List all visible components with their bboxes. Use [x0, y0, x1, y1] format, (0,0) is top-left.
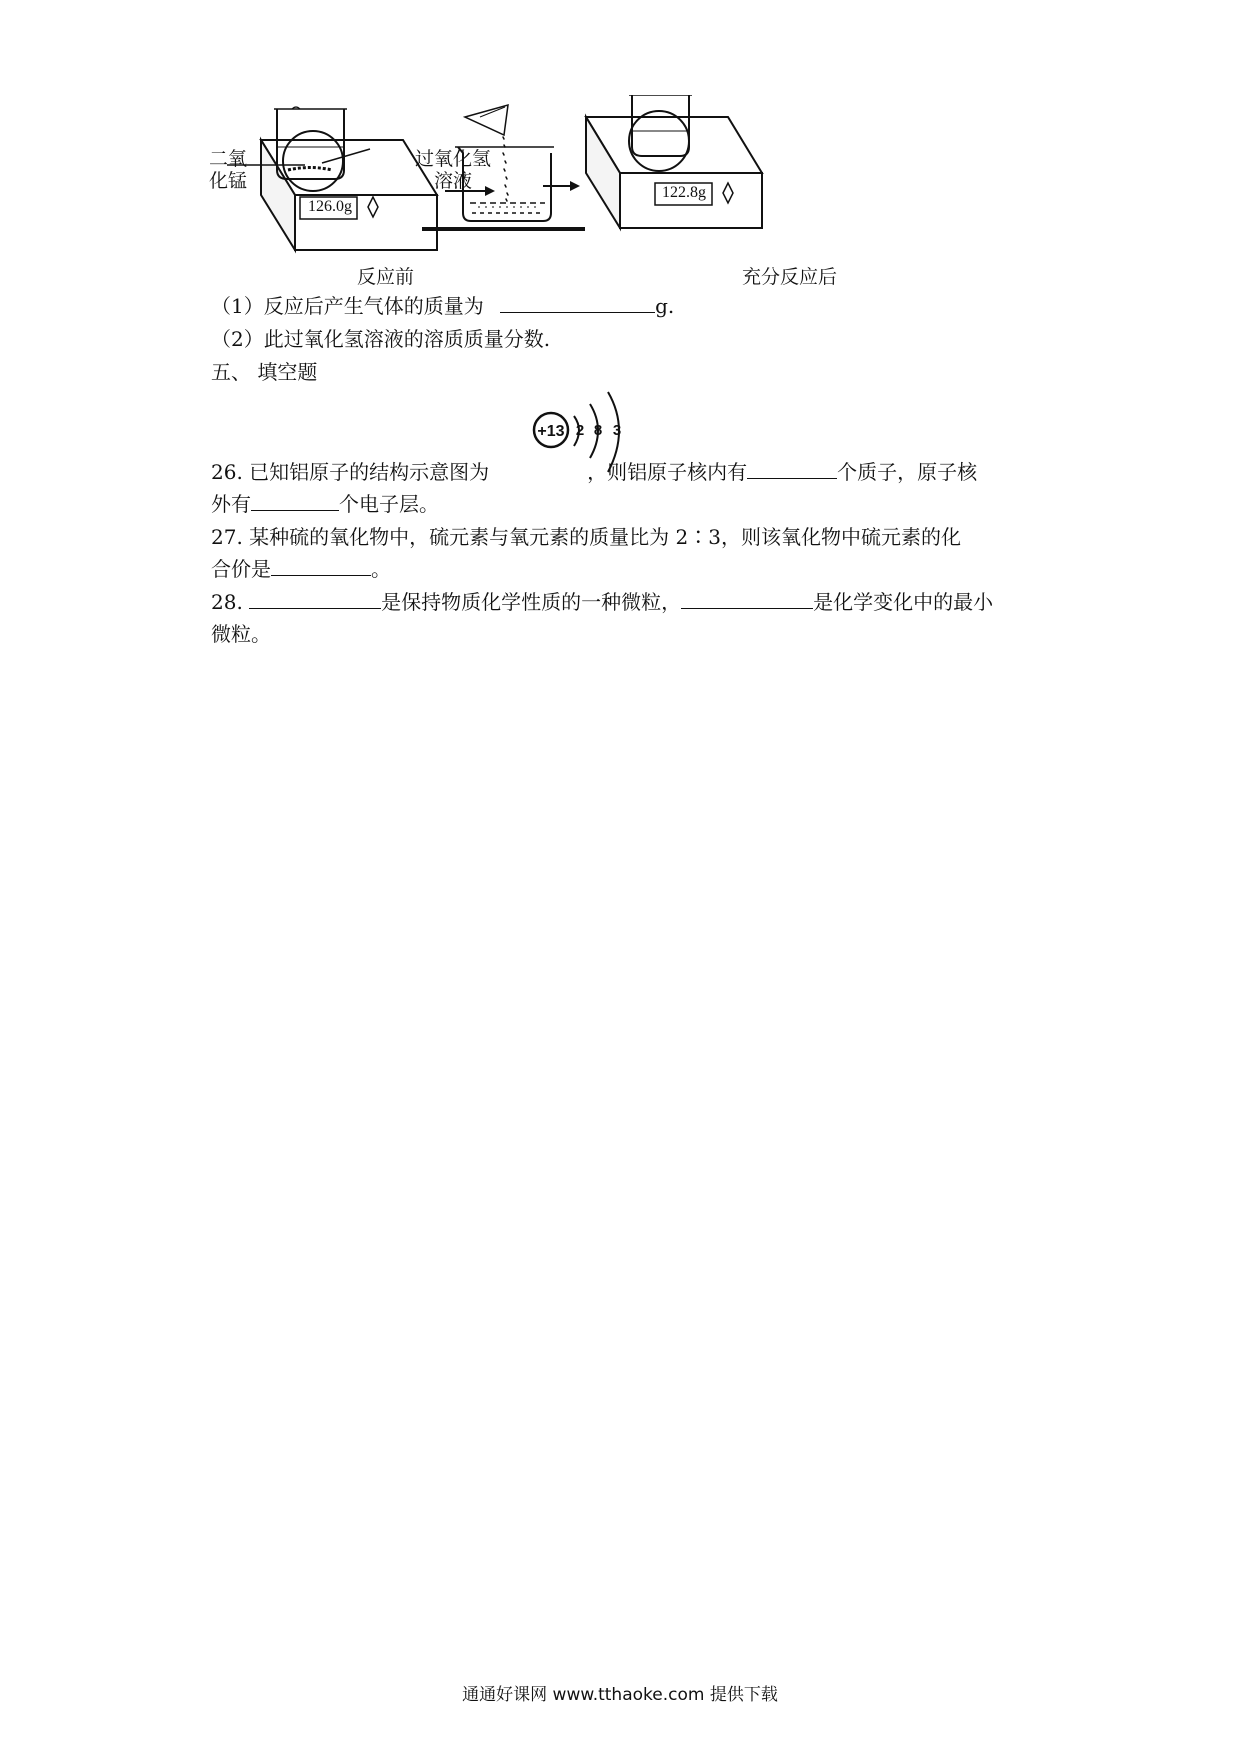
q26-text-a: 26. 已知铝原子的结构示意图为	[211, 460, 490, 484]
answer-blank[interactable]	[249, 588, 381, 609]
h2o2-label-line2: 溶液	[434, 170, 473, 192]
q26-text-c: 个质子，原子核	[837, 460, 978, 484]
question-26-line-2	[211, 490, 439, 518]
answer-blank[interactable]	[251, 490, 339, 511]
shell-1-electrons: 2	[575, 422, 585, 439]
q28-text-c: 是化学变化中的最小	[813, 590, 994, 614]
caption-before: 反应前	[357, 266, 415, 288]
shell-2-electrons: 8	[593, 422, 603, 439]
mno2-label-line2: 化锰	[209, 170, 248, 192]
h2o2-label-line1: 过氧化氢	[415, 148, 492, 170]
answer-blank[interactable]	[747, 458, 837, 479]
experiment-diagram	[200, 95, 860, 295]
q26-text-b: ，则铝原子核内有	[587, 460, 748, 484]
question-28-line-1	[211, 588, 993, 616]
scale-after-reading: 122.8g	[662, 184, 706, 201]
answer-blank[interactable]	[500, 292, 655, 313]
question-28-line-2: 微粒。	[211, 622, 271, 646]
q27-text-c: 。	[371, 557, 391, 581]
section-title: 五、 填空题	[211, 360, 318, 384]
mno2-label-line1: 二氧	[209, 148, 248, 170]
q26-text-e: 个电子层。	[339, 492, 439, 516]
q27-text-b: 合价是	[211, 557, 271, 581]
question-27-line-2	[211, 555, 391, 583]
question-26-line-1	[211, 458, 977, 486]
part-1-unit: g.	[655, 294, 675, 318]
page-footer: 通通好课网 www.tthaoke.com 提供下载	[462, 1685, 778, 1705]
q28-text-b: 是保持物质化学性质的一种微粒，	[381, 590, 682, 614]
question-part-2: （2）此过氧化氢溶液的溶质质量分数.	[211, 327, 551, 351]
q28-text-a: 28.	[211, 590, 243, 614]
question-part-1	[211, 292, 674, 320]
mno2-label	[209, 148, 247, 192]
scale-before-reading: 126.0g	[308, 198, 352, 215]
question-27-line-1: 27. 某种硫的氧化物中，硫元素与氧元素的质量比为 2∶3，则该氧化物中硫元素的化	[211, 525, 961, 549]
caption-after: 充分反应后	[742, 266, 838, 288]
nucleus-label: +13	[537, 423, 565, 440]
shell-3-electrons: 3	[612, 422, 622, 439]
answer-blank[interactable]	[271, 555, 371, 576]
part-1-text: （1）反应后产生气体的质量为	[211, 294, 484, 318]
answer-blank[interactable]	[681, 588, 813, 609]
h2o2-label	[415, 148, 491, 192]
q26-text-d: 外有	[211, 492, 251, 516]
